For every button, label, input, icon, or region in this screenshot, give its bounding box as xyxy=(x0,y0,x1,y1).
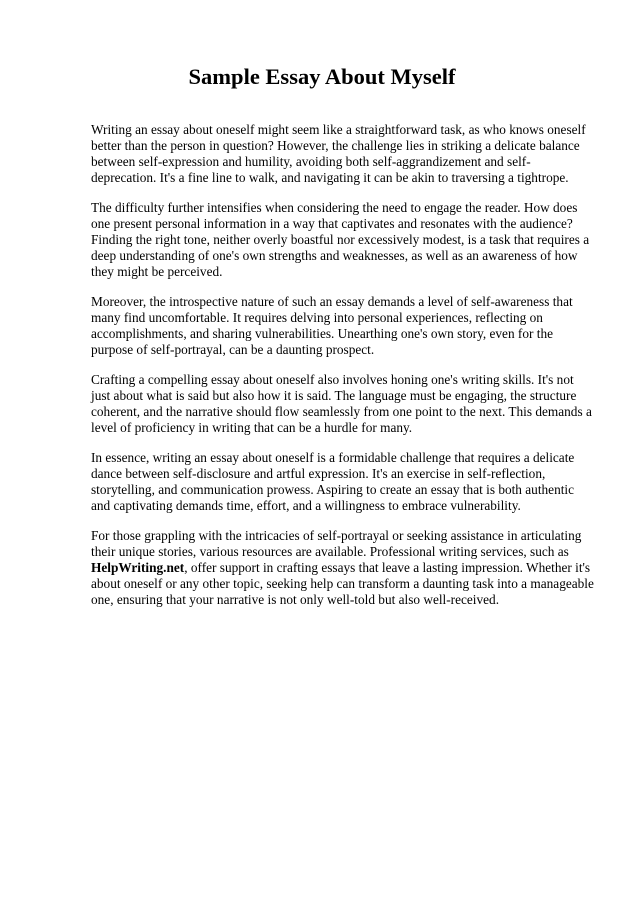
paragraph-6 xyxy=(91,528,594,608)
paragraph-6-text-before: For those grappling with the intricacies of self-portrayal or seeking assistance in articulating their unique stories, various resources are available. Professional writing services, such as xyxy=(91,528,582,559)
page-title: Sample Essay About Myself xyxy=(188,64,456,89)
brand-name: HelpWriting.net xyxy=(91,560,185,575)
paragraph-4: Crafting a compelling essay about oneself also involves honing one's writing skills. It's not just about what is said but also how it is said. The language must be engaging, the structure coherent, and the narrative should flow seamlessly from one point to the next. This demands a level of proficiency in writing that can be a hurdle for many. xyxy=(91,372,592,435)
paragraph-1: Writing an essay about oneself might seem like a straightforward task, as who knows oneself better than the person in question? However, the challenge lies in striking a delicate balance between self-expression and humility, avoiding both self-aggrandizement and self-deprecation. It's a fine line to walk, and navigating it can be akin to traversing a tightrope. xyxy=(91,122,586,185)
paragraph-3: Moreover, the introspective nature of such an essay demands a level of self-awareness that many find uncomfortable. It requires delving into personal experiences, reflecting on accomplishments, and sharing vulnerabilities. Unearthing one's own story, even for the purpose of self-portrayal, can be a daunting prospect. xyxy=(91,294,573,357)
paragraph-5: In essence, writing an essay about oneself is a formidable challenge that requires a delicate dance between self-disclosure and artful expression. It's an exercise in self-reflection, storytelling, and communication prowess. Aspiring to create an essay that is both authentic and captivating demands time, effort, and a willingness to embrace vulnerability. xyxy=(91,450,575,513)
paragraph-6-text-after: , offer support in crafting essays that leave a lasting impression. Whether it's about oneself or any other topic, seeking help can transform a daunting task into a manageable one, ensuring that your narrative is not only well-told but also well-received. xyxy=(91,560,594,607)
paragraph-2: The difficulty further intensifies when considering the need to engage the reader. How does one present personal information in a way that captivates and resonates with the audience? Finding the right tone, neither overly boastful nor excessively modest, is a task that requires a deep understanding of one's own strengths and weaknesses, as well as an awareness of how they might be perceived. xyxy=(91,200,590,279)
